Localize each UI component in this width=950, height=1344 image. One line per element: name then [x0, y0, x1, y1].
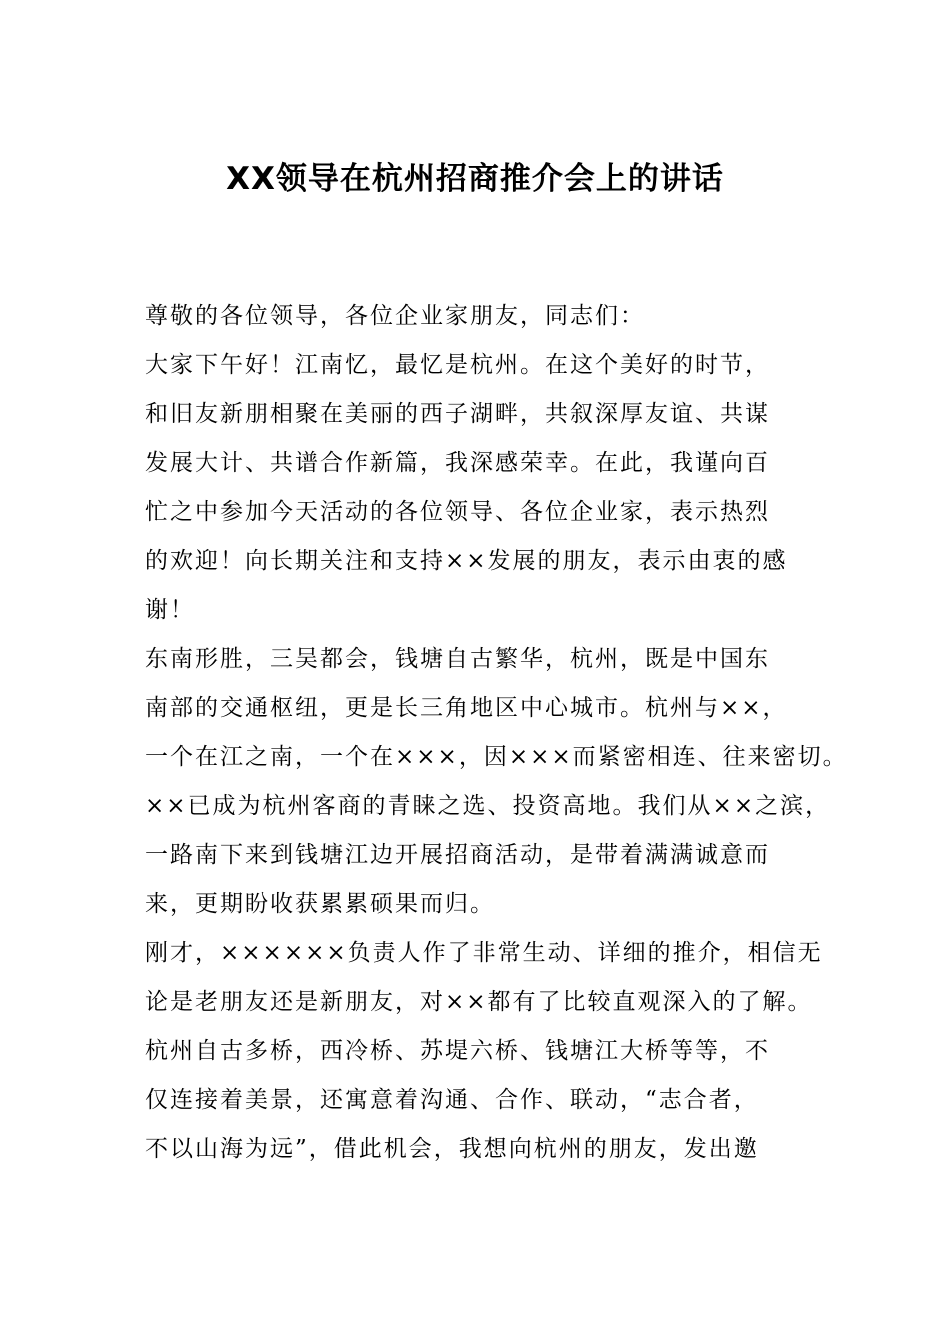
body-line: 来，更期盼收获累累硕果而归。 [145, 891, 495, 917]
body-line: 一路南下来到钱塘江边开展招商活动，是带着满满诚意而 [145, 842, 770, 868]
body-line: 尊敬的各位领导，各位企业家朋友，同志们： [145, 303, 645, 329]
body-line: 南部的交通枢纽，更是长三角地区中心城市。杭州与××， [145, 695, 788, 721]
body-line: 大家下午好！江南忆，最忆是杭州。在这个美好的时节， [145, 352, 770, 378]
document-title: XX领导在杭州招商推介会上的讲话 [226, 161, 724, 197]
body-line: ××已成为杭州客商的青睐之选、投资高地。我们从××之滨， [145, 793, 831, 819]
body-line: 忙之中参加今天活动的各位领导、各位企业家，表示热烈 [145, 499, 770, 525]
body-line: 杭州自古多桥，西冷桥、苏堤六桥、钱塘江大桥等等，不 [145, 1038, 770, 1064]
body-line: 谢！ [145, 597, 195, 623]
document-body [145, 292, 848, 1174]
body-line: 发展大计、共谱合作新篇，我深感荣幸。在此，我谨向百 [145, 450, 770, 476]
body-line: 一个在江之南，一个在×××，因×××而紧密相连、往来密切。 [145, 744, 848, 770]
body-line: 的欢迎！向长期关注和支持××发展的朋友，表示由衷的感 [145, 548, 788, 574]
body-line: 仅连接着美景，还寓意着沟通、合作、联动，“志合者， [145, 1087, 759, 1113]
body-line: 东南形胜，三吴都会，钱塘自古繁华，杭州，既是中国东 [145, 646, 770, 672]
body-line: 刚才，××××××负责人作了非常生动、详细的推介，相信无 [145, 940, 823, 966]
body-line: 论是老朋友还是新朋友，对××都有了比较直观深入的了解。 [145, 989, 813, 1015]
body-line: 和旧友新朋相聚在美丽的西子湖畔，共叙深厚友谊、共谋 [145, 401, 770, 427]
body-line: 不以山海为远”，借此机会，我想向杭州的朋友，发出邀 [145, 1136, 759, 1162]
